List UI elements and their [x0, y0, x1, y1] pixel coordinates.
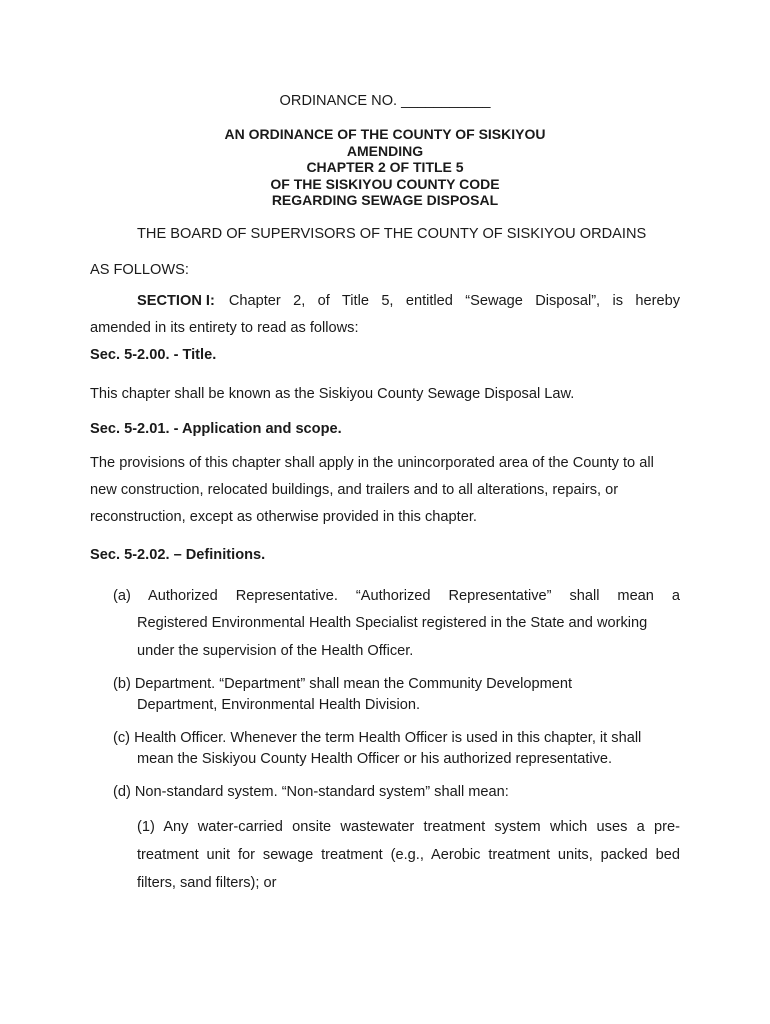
def-d-1-line-1: (1) Any water-carried onsite wastewater treatment system which uses a pre- [137, 819, 680, 835]
title-line-2: AMENDING [346, 143, 424, 159]
ordinance-number: ORDINANCE NO. ___________ [279, 93, 491, 109]
sec-5-2-00-heading: Sec. 5-2.00. - Title. [90, 347, 217, 363]
section-i-line-2: amended in its entirety to read as follows: [90, 320, 359, 336]
sec-5-2-01-line-3: reconstruction, except as otherwise provided in this chapter. [90, 509, 477, 525]
section-i-label: SECTION I: [137, 293, 215, 309]
sec-5-2-02-heading: Sec. 5-2.02. – Definitions. [90, 547, 266, 563]
def-b-line-2: Department, Environmental Health Division. [137, 697, 421, 713]
sec-5-2-00-body: This chapter shall be known as the Siskiyou County Sewage Disposal Law. [90, 386, 575, 402]
title-line-5: REGARDING SEWAGE DISPOSAL [271, 192, 499, 208]
enacting-clause-line-1: THE BOARD OF SUPERVISORS OF THE COUNTY OF SISKIYOU ORDAINS [137, 226, 647, 242]
def-a-line-2: Registered Environmental Health Specialist registered in the State and working [137, 615, 648, 631]
section-i-text: Chapter 2, of Title 5, entitled “Sewage Disposal”, is hereby [228, 293, 680, 309]
def-c-line-2: mean the Siskiyou County Health Officer or his authorized representative. [137, 751, 613, 767]
sec-5-2-01-line-2: new construction, relocated buildings, and trailers and to all alterations, repairs, or [90, 482, 619, 498]
def-a-line-3: under the supervision of the Health Officer. [137, 643, 414, 659]
def-d-1-line-2: treatment unit for sewage treatment (e.g., Aerobic treatment units, packed bed [137, 847, 680, 863]
def-d-1-line-3: filters, sand filters); or [137, 875, 277, 891]
sec-5-2-01-heading: Sec. 5-2.01. - Application and scope. [90, 421, 342, 437]
def-a-line-1: (a) Authorized Representative. “Authorized Representative” shall mean a [113, 588, 680, 604]
enacting-clause-line-2: AS FOLLOWS: [90, 262, 189, 278]
sec-5-2-01-line-1: The provisions of this chapter shall apply in the unincorporated area of the County to all [90, 455, 654, 471]
title-line-4: OF THE SISKIYOU COUNTY CODE [270, 176, 500, 192]
def-c-line-1: (c) Health Officer. Whenever the term Health Officer is used in this chapter, it shall [113, 730, 642, 746]
def-b-line-1: (b) Department. “Department” shall mean the Community Development [113, 676, 573, 692]
def-d-line-1: (d) Non-standard system. “Non-standard system” shall mean: [113, 784, 509, 800]
title-line-1: AN ORDINANCE OF THE COUNTY OF SISKIYOU [224, 126, 546, 142]
title-line-3: CHAPTER 2 OF TITLE 5 [306, 159, 464, 175]
section-i-line-1 [137, 293, 680, 309]
